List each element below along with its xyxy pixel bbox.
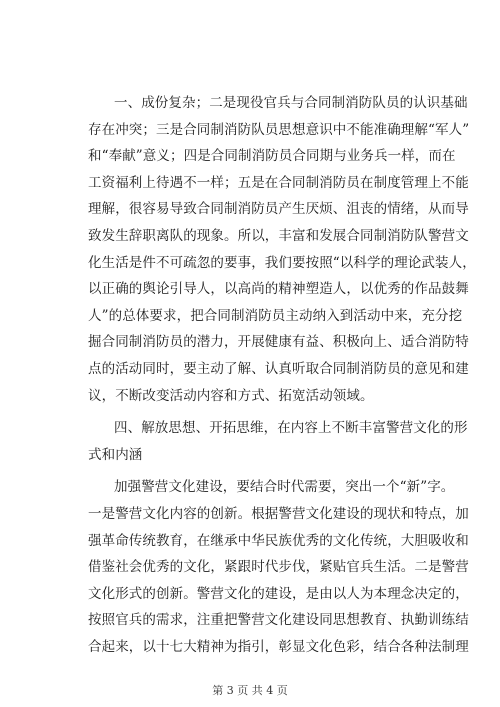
text-line: 合起来，以十七大精神为指引，彰显文化色彩，结合各种法制理 [88, 638, 469, 655]
text-line: 点的活动同时，要主动了解、认真听取合同制消防员的意见和建 [88, 360, 469, 377]
text-line: 以正确的舆论引导人，以高尚的精神塑造人，以优秀的作品鼓舞 [88, 281, 469, 298]
text-line: 工资福利上待遇不一样；五是在合同制消防员在制度管理上不能 [88, 174, 469, 191]
text-line: 和“奉献”意义；四是合同制消防员合同期与业务兵一样，而在 [88, 148, 456, 165]
document-body [88, 90, 476, 660]
text-line: 一、成份复杂；二是现役官兵与合同制消防队员的认识基础 [114, 95, 468, 111]
text-line: 理解，很容易导致合同制消防员产生厌烦、沮丧的情绪，从而导 [88, 201, 469, 218]
text-line: 致发生辞职离队的现象。所以，丰富和发展合同制消防队警营文 [88, 227, 469, 244]
paragraph-3 [88, 474, 469, 660]
text-line: 加强警营文化建设，要结合时代需要，突出一个“新”字。 [114, 479, 455, 496]
text-line: 议，不断改变活动内容和方式、拓宽活动领域。 [88, 387, 374, 404]
section-heading-line: 四、解放思想、开拓思维，在内容上不断丰富警营文化的形 [114, 420, 468, 437]
section-heading-line: 式和内涵 [88, 446, 143, 463]
paragraph-2 [88, 415, 468, 468]
text-line: 人”的总体要求，把合同制消防员主动纳入到活动中来，充分挖 [88, 307, 463, 324]
text-line: 一是警营文化内容的创新。根据警营文化建设的现状和特点，加 [88, 505, 469, 522]
text-line: 存在冲突；三是合同制消防队员思想意识中不能准确理解“军人” [88, 121, 470, 138]
page-number-footer: 第 3 页 共 4 页 [212, 684, 288, 697]
text-line: 文化形式的创新。警营文化的建设，是由以人为本理念决定的， [88, 585, 469, 602]
text-line: 借鉴社会优秀的文化，紧跟时代步伐，紧贴官兵生活。二是警营 [88, 559, 469, 576]
text-line: 强革命传统教育，在继承中华民族优秀的文化传统，大胆吸收和 [88, 532, 469, 549]
text-line: 掘合同制消防员的潜力，开展健康有益、积极向上、适合消防特 [88, 334, 469, 351]
text-line: 化生活是件不可疏忽的要事，我们要按照“以科学的理论武装人， [88, 254, 476, 271]
text-line: 按照官兵的需求，注重把警营文化建设同思想教育、执勤训练结 [88, 612, 469, 629]
paragraph-1 [88, 90, 476, 409]
